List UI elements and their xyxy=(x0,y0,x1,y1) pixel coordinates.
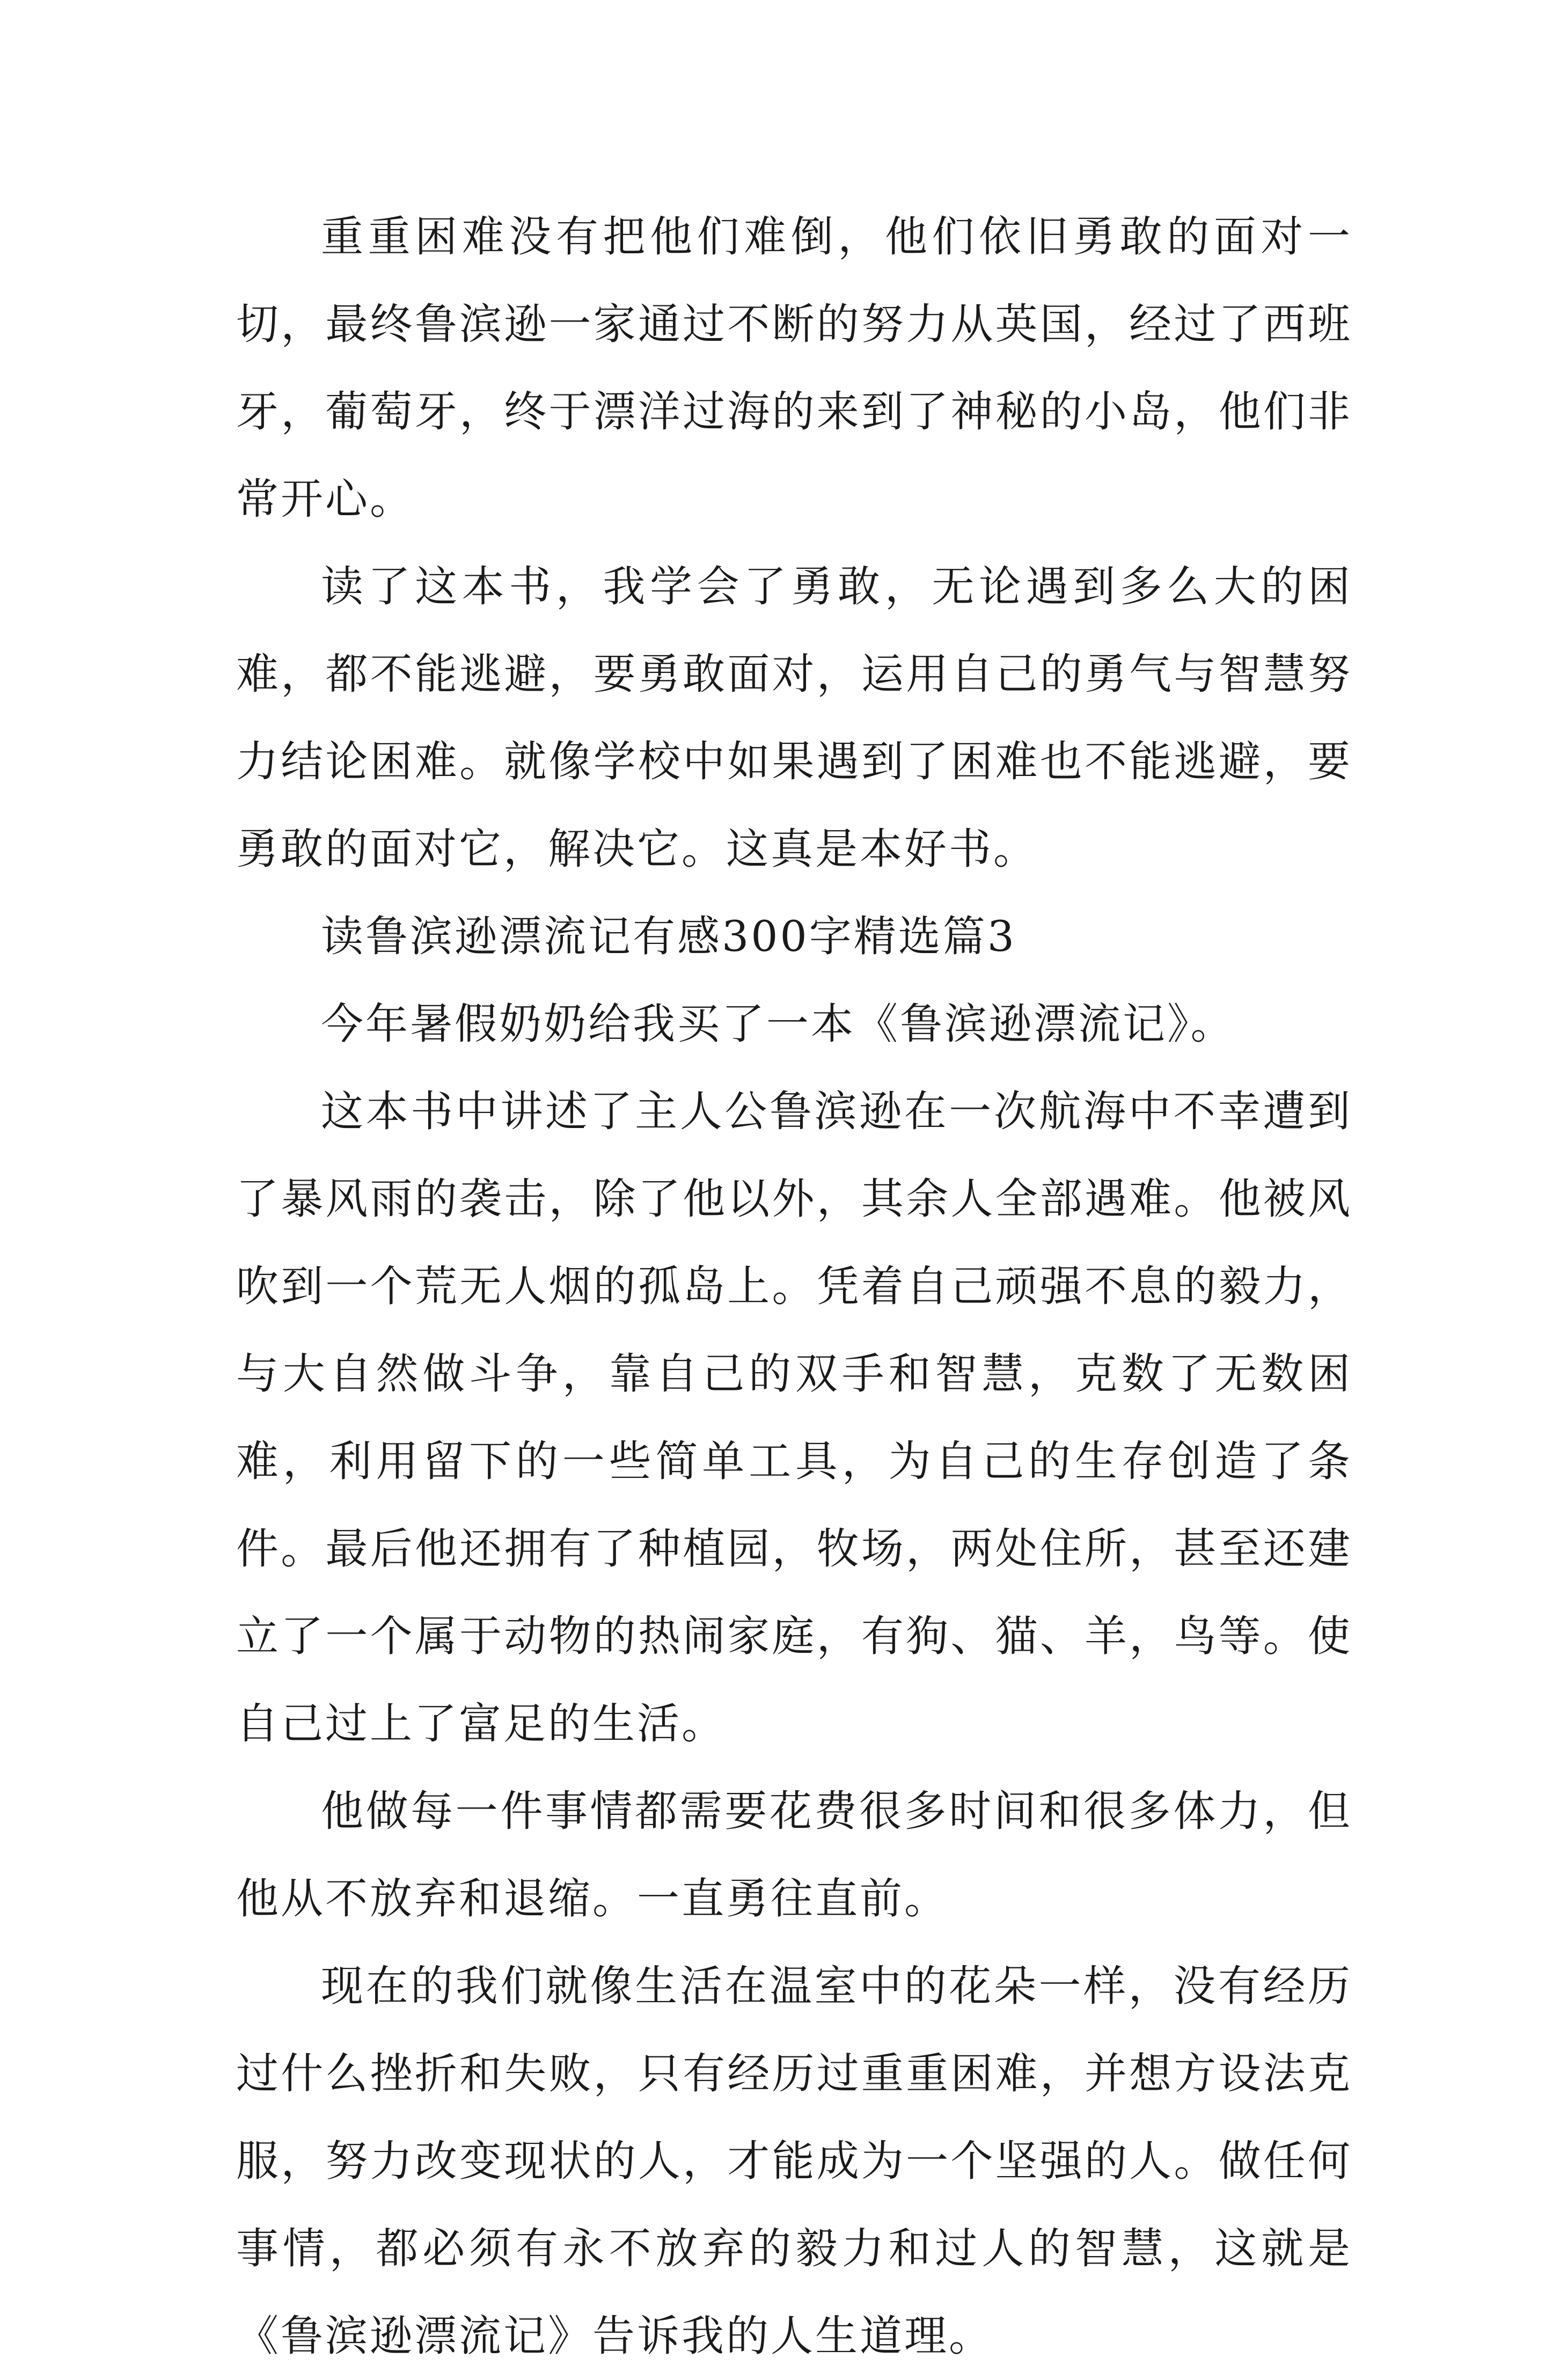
paragraph: 现在的我们就像生活在温室中的花朵一样，没有经历过什么挫折和失败，只有经历过重重困难，并想方设法克服，努力改变现状的人，才能成为一个坚强的人。做任何事情，都必须有永不放弃的毅力和过人的智慧，这就是《鲁滨逊漂流记》告诉我的人生道理。 xyxy=(236,1961,1352,2361)
section-heading: 读鲁滨逊漂流记有感300字精选篇3 xyxy=(321,912,1017,961)
paragraph: 今年暑假奶奶给我买了一本《鲁滨逊漂流记》。 xyxy=(321,999,1235,1049)
paragraph: 这本书中讲述了主人公鲁滨逊在一次航海中不幸遭到了暴风雨的袭击，除了他以外，其余人全部遇难。他被风吹到一个荒无人烟的孤岛上。凭着自己顽强不息的毅力，与大自然做斗争，靠自己的双手和智慧，克数了无数困难，利用留下的一些简单工具，为自己的生存创造了条件。最后他还拥有了种植园，牧场，两处住所，甚至还建立了一个属于动物的热闹家庭，有狗、猫、羊，鸟等。使自己过上了富足的生活。 xyxy=(236,1087,1352,1748)
paragraph: 读了这本书，我学会了勇敢，无论遇到多么大的困难，都不能逃避，要勇敢面对，运用自己的勇气与智慧努力结论困难。就像学校中如果遇到了困难也不能逃避，要勇敢的面对它，解决它。这真是本好书。 xyxy=(236,562,1352,874)
paragraph: 重重困难没有把他们难倒，他们依旧勇敢的面对一切，最终鲁滨逊一家通过不断的努力从英国，经过了西班牙，葡萄牙，终于漂洋过海的来到了神秘的小岛，他们非常开心。 xyxy=(236,212,1352,524)
document-body xyxy=(236,193,1352,2380)
paragraph: 他做每一件事情都需要花费很多时间和很多体力，但他从不放弃和退缩。一直勇往直前。 xyxy=(236,1786,1352,1923)
